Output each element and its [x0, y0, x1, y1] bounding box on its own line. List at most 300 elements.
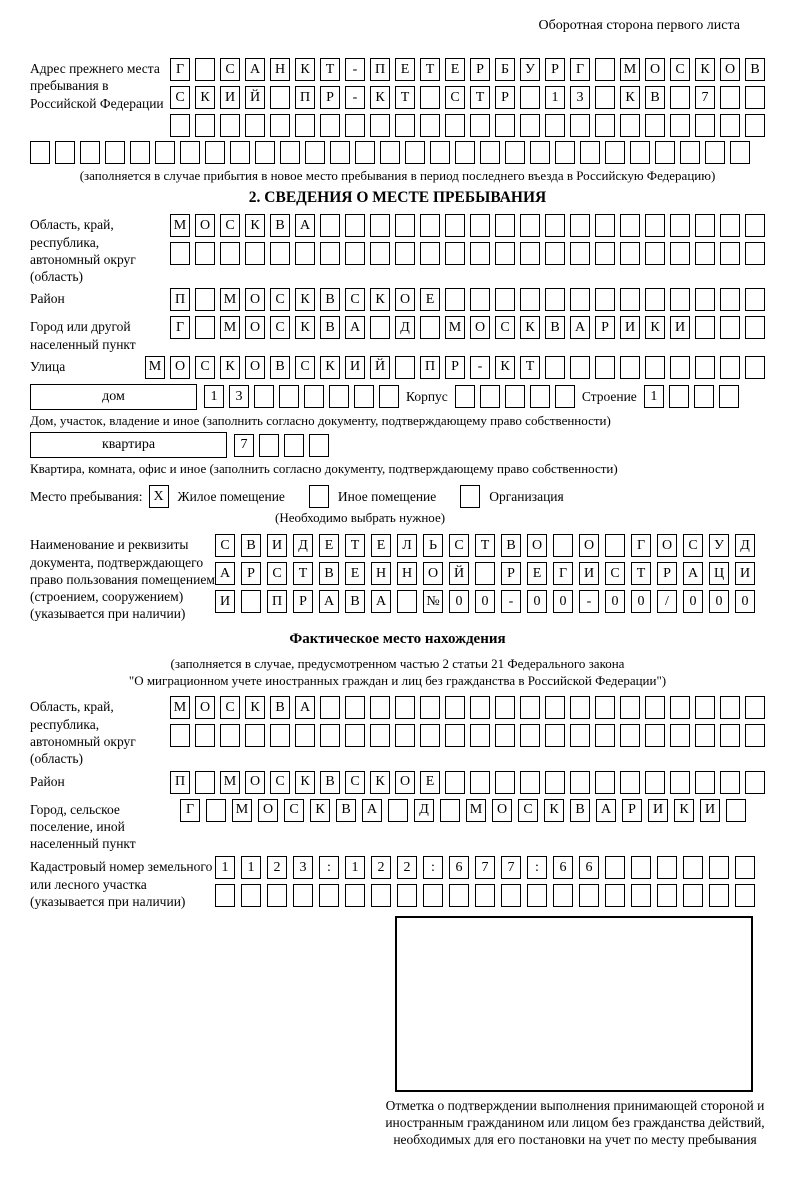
char-cell[interactable]	[545, 771, 565, 794]
char-cell[interactable]: 0	[475, 590, 495, 613]
char-cell[interactable]	[280, 141, 300, 164]
char-cell[interactable]	[455, 385, 475, 408]
char-cell[interactable]: А	[345, 316, 365, 339]
char-cell[interactable]	[355, 141, 375, 164]
char-cell[interactable]	[745, 288, 765, 311]
char-cell[interactable]	[395, 242, 415, 265]
char-cell[interactable]: Р	[622, 799, 642, 822]
char-cell[interactable]: Т	[293, 562, 313, 585]
char-cell[interactable]: П	[295, 86, 315, 109]
char-cell[interactable]	[605, 534, 625, 557]
char-cell[interactable]	[670, 696, 690, 719]
char-cell[interactable]: 2	[371, 856, 391, 879]
char-cell[interactable]: С	[170, 86, 190, 109]
char-cell[interactable]	[195, 58, 215, 81]
char-cell[interactable]: С	[445, 86, 465, 109]
char-cell[interactable]	[230, 141, 250, 164]
document-row-1[interactable]	[215, 534, 755, 557]
char-cell[interactable]: И	[220, 86, 240, 109]
char-cell[interactable]: С	[345, 288, 365, 311]
char-cell[interactable]: О	[645, 58, 665, 81]
region2-row-2[interactable]	[170, 724, 765, 747]
char-cell[interactable]: С	[270, 288, 290, 311]
char-cell[interactable]: К	[245, 696, 265, 719]
char-cell[interactable]	[545, 724, 565, 747]
char-cell[interactable]	[719, 385, 739, 408]
char-cell[interactable]: -	[501, 590, 521, 613]
char-cell[interactable]	[645, 356, 665, 379]
char-cell[interactable]	[570, 356, 590, 379]
char-cell[interactable]	[605, 141, 625, 164]
char-cell[interactable]: Д	[735, 534, 755, 557]
char-cell[interactable]	[395, 724, 415, 747]
char-cell[interactable]	[305, 141, 325, 164]
char-cell[interactable]: С	[267, 562, 287, 585]
char-cell[interactable]: Й	[245, 86, 265, 109]
char-cell[interactable]: М	[445, 316, 465, 339]
cadastre-row-1[interactable]	[215, 856, 755, 879]
char-cell[interactable]: В	[320, 771, 340, 794]
char-cell[interactable]: К	[370, 771, 390, 794]
char-cell[interactable]	[345, 214, 365, 237]
char-cell[interactable]	[430, 141, 450, 164]
char-cell[interactable]	[245, 114, 265, 137]
char-cell[interactable]	[555, 385, 575, 408]
char-cell[interactable]	[520, 242, 540, 265]
char-cell[interactable]: О	[245, 771, 265, 794]
char-cell[interactable]	[455, 141, 475, 164]
char-cell[interactable]: О	[195, 696, 215, 719]
char-cell[interactable]: 0	[449, 590, 469, 613]
char-cell[interactable]: Л	[397, 534, 417, 557]
char-cell[interactable]	[545, 356, 565, 379]
char-cell[interactable]	[470, 242, 490, 265]
char-cell[interactable]	[553, 534, 573, 557]
stroenie-cells[interactable]	[644, 385, 739, 408]
char-cell[interactable]	[55, 141, 75, 164]
char-cell[interactable]	[745, 771, 765, 794]
char-cell[interactable]	[630, 141, 650, 164]
char-cell[interactable]: М	[220, 288, 240, 311]
char-cell[interactable]	[645, 771, 665, 794]
char-cell[interactable]: С	[220, 214, 240, 237]
char-cell[interactable]: Е	[420, 288, 440, 311]
char-cell[interactable]: /	[657, 590, 677, 613]
char-cell[interactable]	[345, 696, 365, 719]
char-cell[interactable]	[709, 856, 729, 879]
char-cell[interactable]	[570, 724, 590, 747]
char-cell[interactable]: Н	[397, 562, 417, 585]
char-cell[interactable]: М	[220, 771, 240, 794]
char-cell[interactable]: М	[145, 356, 165, 379]
char-cell[interactable]	[505, 141, 525, 164]
char-cell[interactable]	[320, 724, 340, 747]
char-cell[interactable]	[319, 884, 339, 907]
char-cell[interactable]: Д	[414, 799, 434, 822]
char-cell[interactable]: :	[319, 856, 339, 879]
char-cell[interactable]	[420, 214, 440, 237]
char-cell[interactable]: О	[470, 316, 490, 339]
char-cell[interactable]	[720, 86, 740, 109]
char-cell[interactable]	[420, 114, 440, 137]
char-cell[interactable]	[304, 385, 324, 408]
char-cell[interactable]	[545, 242, 565, 265]
char-cell[interactable]: С	[518, 799, 538, 822]
char-cell[interactable]: Н	[270, 58, 290, 81]
char-cell[interactable]: Т	[631, 562, 651, 585]
char-cell[interactable]	[645, 242, 665, 265]
char-cell[interactable]	[670, 214, 690, 237]
char-cell[interactable]	[470, 724, 490, 747]
char-cell[interactable]	[445, 214, 465, 237]
char-cell[interactable]	[330, 141, 350, 164]
char-cell[interactable]	[170, 242, 190, 265]
char-cell[interactable]: К	[220, 356, 240, 379]
char-cell[interactable]: В	[320, 288, 340, 311]
char-cell[interactable]: -	[470, 356, 490, 379]
char-cell[interactable]	[345, 242, 365, 265]
char-cell[interactable]	[395, 114, 415, 137]
char-cell[interactable]: С	[270, 771, 290, 794]
char-cell[interactable]	[670, 114, 690, 137]
char-cell[interactable]: С	[670, 58, 690, 81]
char-cell[interactable]	[595, 288, 615, 311]
char-cell[interactable]	[520, 214, 540, 237]
char-cell[interactable]: О	[395, 288, 415, 311]
char-cell[interactable]: В	[270, 356, 290, 379]
char-cell[interactable]: С	[495, 316, 515, 339]
prev-address-row-3[interactable]	[170, 114, 765, 137]
char-cell[interactable]: Е	[371, 534, 391, 557]
char-cell[interactable]	[720, 316, 740, 339]
char-cell[interactable]: 0	[631, 590, 651, 613]
char-cell[interactable]: К	[320, 356, 340, 379]
char-cell[interactable]	[495, 771, 515, 794]
char-cell[interactable]	[745, 356, 765, 379]
char-cell[interactable]	[545, 696, 565, 719]
char-cell[interactable]	[320, 696, 340, 719]
char-cell[interactable]	[397, 590, 417, 613]
char-cell[interactable]	[395, 214, 415, 237]
char-cell[interactable]	[620, 214, 640, 237]
char-cell[interactable]	[570, 114, 590, 137]
char-cell[interactable]	[395, 696, 415, 719]
char-cell[interactable]	[620, 724, 640, 747]
char-cell[interactable]	[255, 141, 275, 164]
char-cell[interactable]	[295, 724, 315, 747]
char-cell[interactable]	[720, 288, 740, 311]
char-cell[interactable]	[495, 114, 515, 137]
char-cell[interactable]	[520, 288, 540, 311]
char-cell[interactable]: К	[310, 799, 330, 822]
char-cell[interactable]: №	[423, 590, 443, 613]
char-cell[interactable]: 2	[267, 856, 287, 879]
char-cell[interactable]: Г	[180, 799, 200, 822]
char-cell[interactable]: О	[245, 288, 265, 311]
char-cell[interactable]: И	[620, 316, 640, 339]
char-cell[interactable]	[570, 214, 590, 237]
char-cell[interactable]: :	[423, 856, 443, 879]
char-cell[interactable]	[670, 288, 690, 311]
char-cell[interactable]	[470, 771, 490, 794]
char-cell[interactable]: С	[220, 58, 240, 81]
char-cell[interactable]: Г	[570, 58, 590, 81]
char-cell[interactable]	[30, 141, 50, 164]
char-cell[interactable]	[354, 385, 374, 408]
char-cell[interactable]: -	[345, 58, 365, 81]
char-cell[interactable]: В	[336, 799, 356, 822]
char-cell[interactable]	[379, 385, 399, 408]
char-cell[interactable]: К	[245, 214, 265, 237]
char-cell[interactable]	[370, 214, 390, 237]
char-cell[interactable]: К	[370, 86, 390, 109]
char-cell[interactable]	[170, 724, 190, 747]
char-cell[interactable]	[520, 696, 540, 719]
char-cell[interactable]	[669, 385, 689, 408]
char-cell[interactable]	[220, 242, 240, 265]
char-cell[interactable]	[105, 141, 125, 164]
char-cell[interactable]	[270, 86, 290, 109]
char-cell[interactable]	[645, 288, 665, 311]
char-cell[interactable]	[595, 114, 615, 137]
char-cell[interactable]	[370, 696, 390, 719]
char-cell[interactable]	[259, 434, 279, 457]
char-cell[interactable]: У	[709, 534, 729, 557]
char-cell[interactable]: В	[320, 316, 340, 339]
char-cell[interactable]	[595, 696, 615, 719]
char-cell[interactable]	[80, 141, 100, 164]
prev-address-row-2[interactable]	[170, 86, 765, 109]
char-cell[interactable]	[655, 141, 675, 164]
char-cell[interactable]: У	[520, 58, 540, 81]
char-cell[interactable]: Г	[631, 534, 651, 557]
house-number-cells[interactable]	[204, 385, 399, 408]
char-cell[interactable]	[695, 114, 715, 137]
char-cell[interactable]: Р	[320, 86, 340, 109]
char-cell[interactable]	[345, 724, 365, 747]
char-cell[interactable]: М	[620, 58, 640, 81]
char-cell[interactable]: М	[232, 799, 252, 822]
char-cell[interactable]: Р	[293, 590, 313, 613]
korpus-cells[interactable]	[455, 385, 575, 408]
char-cell[interactable]	[670, 86, 690, 109]
char-cell[interactable]	[195, 242, 215, 265]
char-cell[interactable]: 1	[545, 86, 565, 109]
char-cell[interactable]	[570, 288, 590, 311]
char-cell[interactable]: О	[657, 534, 677, 557]
char-cell[interactable]: Т	[320, 58, 340, 81]
char-cell[interactable]: Р	[657, 562, 677, 585]
char-cell[interactable]: А	[371, 590, 391, 613]
char-cell[interactable]	[695, 316, 715, 339]
char-cell[interactable]	[620, 242, 640, 265]
char-cell[interactable]: В	[501, 534, 521, 557]
char-cell[interactable]	[720, 214, 740, 237]
char-cell[interactable]: :	[527, 856, 547, 879]
char-cell[interactable]	[220, 724, 240, 747]
char-cell[interactable]	[293, 884, 313, 907]
char-cell[interactable]	[657, 856, 677, 879]
char-cell[interactable]	[720, 242, 740, 265]
char-cell[interactable]: И	[700, 799, 720, 822]
char-cell[interactable]: К	[674, 799, 694, 822]
char-cell[interactable]	[380, 141, 400, 164]
char-cell[interactable]: И	[267, 534, 287, 557]
char-cell[interactable]	[195, 771, 215, 794]
char-cell[interactable]	[695, 724, 715, 747]
char-cell[interactable]: О	[720, 58, 740, 81]
char-cell[interactable]: С	[683, 534, 703, 557]
char-cell[interactable]: Р	[241, 562, 261, 585]
char-cell[interactable]	[395, 356, 415, 379]
char-cell[interactable]: К	[495, 356, 515, 379]
char-cell[interactable]	[631, 856, 651, 879]
char-cell[interactable]	[595, 356, 615, 379]
char-cell[interactable]: В	[745, 58, 765, 81]
char-cell[interactable]	[195, 114, 215, 137]
char-cell[interactable]: Т	[420, 58, 440, 81]
char-cell[interactable]: 6	[449, 856, 469, 879]
char-cell[interactable]	[195, 724, 215, 747]
char-cell[interactable]: М	[170, 696, 190, 719]
char-cell[interactable]: В	[241, 534, 261, 557]
char-cell[interactable]	[595, 58, 615, 81]
char-cell[interactable]	[170, 114, 190, 137]
char-cell[interactable]: П	[170, 288, 190, 311]
char-cell[interactable]: С	[284, 799, 304, 822]
char-cell[interactable]	[445, 771, 465, 794]
char-cell[interactable]	[705, 141, 725, 164]
char-cell[interactable]	[720, 771, 740, 794]
char-cell[interactable]	[215, 884, 235, 907]
char-cell[interactable]	[195, 316, 215, 339]
char-cell[interactable]: 1	[215, 856, 235, 879]
char-cell[interactable]	[495, 288, 515, 311]
char-cell[interactable]: Е	[527, 562, 547, 585]
char-cell[interactable]	[657, 884, 677, 907]
char-cell[interactable]: М	[220, 316, 240, 339]
char-cell[interactable]: К	[520, 316, 540, 339]
char-cell[interactable]: 3	[293, 856, 313, 879]
char-cell[interactable]	[735, 884, 755, 907]
char-cell[interactable]	[520, 771, 540, 794]
char-cell[interactable]	[397, 884, 417, 907]
char-cell[interactable]: К	[195, 86, 215, 109]
other-premises-checkbox[interactable]	[309, 485, 329, 508]
char-cell[interactable]	[670, 771, 690, 794]
document-row-3[interactable]	[215, 590, 755, 613]
char-cell[interactable]: В	[545, 316, 565, 339]
char-cell[interactable]	[720, 114, 740, 137]
char-cell[interactable]: С	[345, 771, 365, 794]
char-cell[interactable]: И	[579, 562, 599, 585]
char-cell[interactable]	[470, 114, 490, 137]
char-cell[interactable]	[420, 696, 440, 719]
char-cell[interactable]: И	[670, 316, 690, 339]
char-cell[interactable]	[420, 86, 440, 109]
char-cell[interactable]	[206, 799, 226, 822]
char-cell[interactable]	[620, 288, 640, 311]
char-cell[interactable]: А	[295, 214, 315, 237]
char-cell[interactable]: Е	[395, 58, 415, 81]
char-cell[interactable]: П	[170, 771, 190, 794]
char-cell[interactable]	[495, 242, 515, 265]
char-cell[interactable]: И	[735, 562, 755, 585]
char-cell[interactable]	[480, 385, 500, 408]
char-cell[interactable]	[595, 724, 615, 747]
char-cell[interactable]	[605, 884, 625, 907]
char-cell[interactable]: Д	[293, 534, 313, 557]
char-cell[interactable]: А	[570, 316, 590, 339]
char-cell[interactable]: С	[215, 534, 235, 557]
char-cell[interactable]: Т	[470, 86, 490, 109]
char-cell[interactable]: К	[295, 771, 315, 794]
char-cell[interactable]: К	[295, 316, 315, 339]
char-cell[interactable]: Г	[170, 316, 190, 339]
char-cell[interactable]: О	[195, 214, 215, 237]
char-cell[interactable]: Й	[370, 356, 390, 379]
char-cell[interactable]: В	[270, 696, 290, 719]
char-cell[interactable]	[620, 114, 640, 137]
char-cell[interactable]	[270, 724, 290, 747]
char-cell[interactable]: Н	[371, 562, 391, 585]
prev-address-row-1[interactable]	[170, 58, 765, 81]
char-cell[interactable]	[495, 696, 515, 719]
char-cell[interactable]	[680, 141, 700, 164]
char-cell[interactable]: Й	[449, 562, 469, 585]
district-row[interactable]	[170, 288, 765, 311]
char-cell[interactable]	[445, 242, 465, 265]
char-cell[interactable]: П	[267, 590, 287, 613]
char-cell[interactable]: Г	[553, 562, 573, 585]
char-cell[interactable]: К	[645, 316, 665, 339]
char-cell[interactable]	[475, 884, 495, 907]
char-cell[interactable]	[745, 316, 765, 339]
char-cell[interactable]: Т	[395, 86, 415, 109]
char-cell[interactable]: В	[270, 214, 290, 237]
char-cell[interactable]	[695, 242, 715, 265]
char-cell[interactable]	[730, 141, 750, 164]
char-cell[interactable]: 0	[683, 590, 703, 613]
char-cell[interactable]: 3	[570, 86, 590, 109]
char-cell[interactable]	[745, 86, 765, 109]
char-cell[interactable]	[480, 141, 500, 164]
char-cell[interactable]	[449, 884, 469, 907]
char-cell[interactable]: 0	[553, 590, 573, 613]
char-cell[interactable]	[267, 884, 287, 907]
char-cell[interactable]: Е	[345, 562, 365, 585]
char-cell[interactable]	[720, 356, 740, 379]
char-cell[interactable]	[570, 242, 590, 265]
char-cell[interactable]	[295, 114, 315, 137]
char-cell[interactable]	[553, 884, 573, 907]
char-cell[interactable]	[495, 724, 515, 747]
char-cell[interactable]	[345, 884, 365, 907]
char-cell[interactable]: Р	[470, 58, 490, 81]
char-cell[interactable]: А	[362, 799, 382, 822]
char-cell[interactable]: О	[258, 799, 278, 822]
char-cell[interactable]	[595, 214, 615, 237]
char-cell[interactable]	[545, 114, 565, 137]
char-cell[interactable]	[605, 856, 625, 879]
char-cell[interactable]	[195, 288, 215, 311]
char-cell[interactable]	[695, 288, 715, 311]
char-cell[interactable]: 6	[579, 856, 599, 879]
char-cell[interactable]: О	[579, 534, 599, 557]
char-cell[interactable]	[695, 696, 715, 719]
char-cell[interactable]	[545, 214, 565, 237]
char-cell[interactable]: А	[245, 58, 265, 81]
